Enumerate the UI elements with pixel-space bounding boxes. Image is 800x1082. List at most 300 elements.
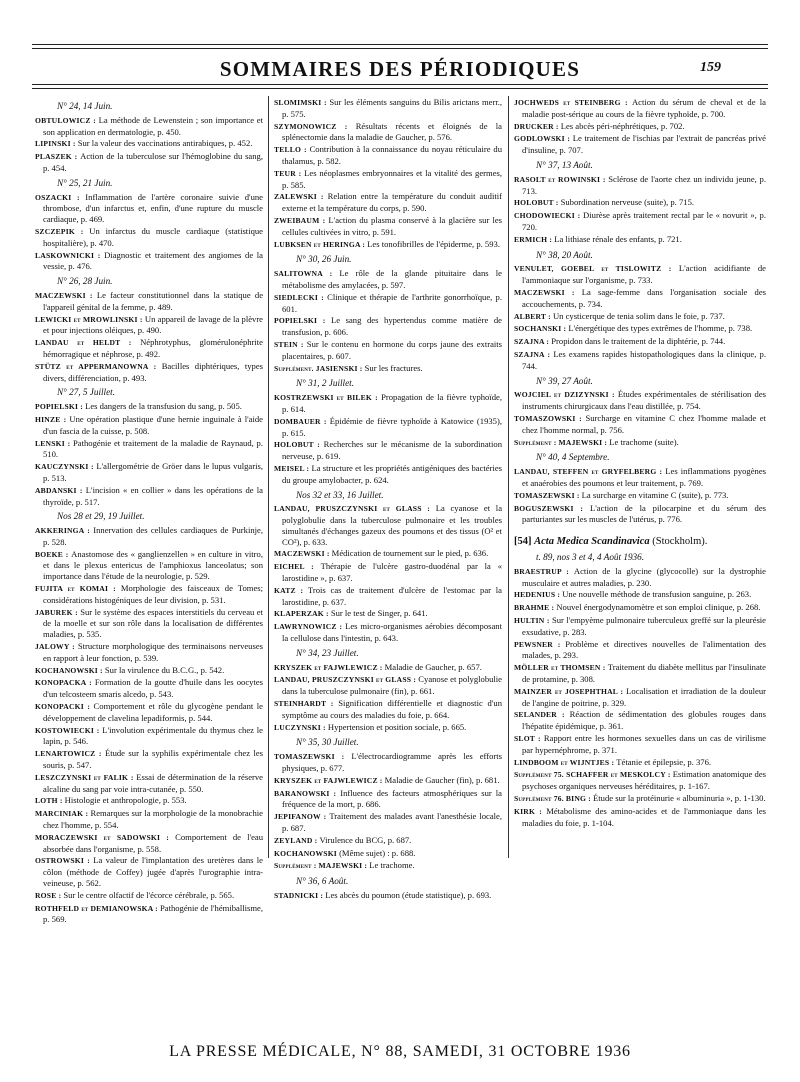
article-entry — [274, 315, 502, 338]
article-author: DOMBAUER : — [274, 416, 330, 426]
article-author: SOCHANSKI : — [514, 324, 569, 334]
article-title: Les dangers de la transfusion du sang, p. 505. — [85, 401, 242, 412]
article-title: Sur la virulence du B.C.G., p. 542. — [104, 664, 225, 675]
article-author: LEWICKI et MROWLINSKI : — [35, 314, 145, 324]
article-entry — [514, 490, 766, 502]
article-author: STADNICKI : — [274, 891, 326, 900]
article-title: L'action du plasma conservé à la glacière sur les cellules cultivées in vitro, p. 591. — [282, 214, 503, 237]
article-entry — [514, 197, 766, 209]
article-author: LIPINSKI : — [35, 139, 78, 149]
article-entry — [274, 698, 502, 721]
article-entry — [35, 855, 263, 888]
article-title: L'action acidifiante de l'ammoniaque sur l'organisme, p. 733. — [522, 263, 766, 286]
page-title: SOMMAIRES DES PÉRIODIQUES — [219, 57, 581, 81]
article-title: Formation de la goutte d'huile dans les oocytes d'un telcosteem smaris alcedo, p. 543. — [43, 677, 263, 700]
article-author: OSZACKI : — [35, 192, 86, 202]
article-entry — [274, 811, 502, 834]
article-title: Propagation de la fièvre typhoïde, p. 614. — [282, 392, 503, 414]
article-title: Nouvel énergodynamomètre et son emploi clinique, p. 268. — [556, 602, 761, 613]
article-entry — [514, 566, 766, 589]
article-title: Métabolisme des amino-acides et de l'ammoniaque dans les maladies du foie, p. 1-104. — [522, 805, 766, 828]
article-title: Traitement du diabète mellitus par l'insulinate de protamine, p. 308. — [522, 662, 766, 685]
article-entry — [514, 503, 766, 526]
article-title: Comportement et rôle du glycogène pendant le développement de clavelina lepadiformis, p. 544. — [43, 701, 263, 723]
article-title: Subordination nerveuse (suite), p. 715. — [560, 197, 695, 208]
article-title: Une nouvelle méthode de transfusion sanguine, p. 263. — [562, 589, 752, 600]
article-title: Études expérimentales de stérilisation des instruments chirurgicaux dans l'eau distillée, p. 754. — [522, 389, 767, 412]
article-entry — [514, 662, 766, 685]
article-author: ALBERT : — [514, 311, 553, 321]
article-author: Supplément : MAJEWSKI : — [274, 861, 370, 871]
article-entry — [274, 191, 502, 214]
article-author: KAUCZYNSKI : — [35, 462, 97, 472]
article-entry — [274, 674, 502, 697]
article-author: EICHEL : — [274, 562, 321, 572]
article-author: HINZE : — [35, 414, 70, 424]
article-entry — [274, 835, 502, 847]
header-rule-top-2 — [32, 48, 768, 49]
article-author: SALITOWNA : — [274, 269, 340, 279]
article-title: Virulence du BCG, p. 687. — [319, 834, 412, 845]
article-entry — [35, 438, 263, 461]
column-1 — [35, 97, 263, 926]
journal-name: Acta Medica Scandinavica — [534, 536, 653, 548]
footer-journal-line: LA PRESSE MÉDICALE, N° 88, SAMEDI, 31 OCTOBRE 1936 — [169, 1043, 631, 1060]
article-entry — [35, 549, 263, 582]
article-author: Supplément : MAJEWSKI : — [514, 437, 610, 447]
article-entry — [514, 589, 766, 601]
article-entry — [514, 263, 766, 286]
article-author: ZALEWSKI : — [274, 192, 328, 202]
article-author: KOSTRZEWSKI et BILEK : — [274, 393, 382, 403]
article-author: KOSTOWIECKI : — [35, 725, 103, 735]
article-title: Les abcès du poumon (étude statistique), p. 693. — [325, 890, 492, 900]
article-title: Sur le centre olfactif de l'écorce cérébrale, p. 565. — [63, 889, 235, 900]
article-author: BRAHME : — [514, 603, 557, 613]
article-entry — [514, 349, 766, 372]
article-title: Recherches sur le mécanisme de la subordination nerveuse, p. 619. — [282, 439, 502, 462]
article-title: Sur le système des espaces interstitiels du cerveau et de la moelle et sur son rôle dans la localisation de différentes maladies, p. 535. — [43, 606, 263, 640]
column-3 — [514, 97, 766, 829]
article-title: La sage-femme dans l'organisation sociale des accouchements, p. 734. — [522, 286, 766, 309]
issue-heading: N° 38, 20 Août. — [536, 249, 593, 260]
article-entry — [35, 701, 263, 724]
article-title: Le trachome (suite). — [609, 436, 679, 447]
article-author: KONOPACKA : — [35, 678, 95, 688]
article-author: ZEYLAND : — [274, 835, 320, 845]
article-title: Les micro-organismes aérobies décomposant la cellulose dans l'intestin, p. 643. — [282, 621, 502, 644]
article-entry — [35, 192, 263, 225]
article-title: Médication de tournement sur le pied, p. 636. — [331, 548, 489, 559]
article-author: LENSKI : — [35, 438, 74, 448]
article-author: SZCZEPIK : — [35, 226, 90, 236]
article-entry — [274, 848, 502, 860]
article-title: Innervation des cellules cardiaques de Purkinje, p. 528. — [43, 525, 264, 547]
article-author: JEPIFANOW : — [274, 812, 330, 822]
article-author: MACZEWSKI : — [35, 290, 97, 300]
article-entry — [35, 677, 263, 700]
article-entry — [35, 832, 263, 855]
article-entry — [274, 662, 502, 674]
article-title: Influence des facteurs atmosphériques sur la fréquence de la mort, p. 686. — [282, 787, 503, 810]
article-title: Le sang des hypertendus comme matière de transfusion, p. 606. — [282, 315, 502, 338]
article-author: POPIELSKI : — [274, 316, 331, 326]
article-author: LANDAU, PRUSZCZYNSKI et GLASS : — [274, 675, 419, 685]
issue-heading: Nos 32 et 33, 16 Juillet. — [296, 489, 384, 500]
article-author: Supplément. JASIENSKI : — [274, 363, 365, 373]
article-entry — [514, 466, 766, 489]
journal-place: (Stockholm). — [652, 536, 708, 548]
article-title: Sur la valeur des vaccinations antirabiques, p. 452. — [77, 138, 253, 149]
article-entry — [35, 808, 263, 831]
article-entry — [35, 748, 263, 771]
article-title: Rapport entre les hormones sexuelles dans un cas de virilisme par hypernéphrome, p. 371. — [522, 733, 766, 755]
article-title: L'allergométrie de Gröer dans le lupus vulgaris, p. 513. — [43, 461, 263, 483]
article-author: KATZ : — [274, 585, 308, 595]
article-title: Les néoplasmes embryonnaires et la vitalité des germes, p. 585. — [282, 167, 503, 190]
article-entry — [35, 890, 263, 902]
article-entry — [514, 769, 766, 792]
article-title: Réaction de sédimentation des globules rouges dans l'hépatite épidémique, p. 361. — [522, 709, 766, 732]
article-entry — [35, 525, 263, 548]
article-title: Le traitement de l'ischias par l'extrait de pancréas privé d'insuline, p. 707. — [522, 133, 766, 156]
article-author: AKKERINGA : — [35, 526, 94, 536]
article-author: KIRK : — [514, 806, 547, 816]
issue-heading: N° 35, 30 Juillet. — [296, 737, 359, 748]
article-title: Tétanie et épilepsie, p. 376. — [616, 756, 712, 767]
article-entry — [514, 602, 766, 614]
article-title: Sclérose de l'aorte chez un individu jeune, p. 713. — [522, 173, 766, 196]
article-title: L'énergétique des types extrêmes de l'homme, p. 738. — [568, 323, 753, 334]
article-entry — [514, 234, 766, 246]
article-author: KRYSZEK et FAJWLEWICZ : — [274, 775, 385, 785]
article-author: LINDBOOM et WIJNTJES : — [514, 757, 617, 767]
article-entry — [514, 413, 766, 436]
article-author: BOEKE : — [35, 549, 72, 559]
issue-heading: N° 31, 2 Juillet. — [296, 378, 355, 389]
article-entry — [514, 793, 766, 805]
article-title: Signification différentielle et diagnostic d'un symptôme au cours des maladies du foie, p. 664. — [282, 698, 502, 720]
article-author: ROSE : — [35, 890, 64, 900]
article-entry — [274, 621, 502, 644]
article-author: HEDENIUS : — [514, 590, 563, 600]
article-author: JALOWY : — [35, 642, 78, 652]
article-entry — [514, 121, 766, 133]
issue-heading: Nos 28 et 29, 19 Juillet. — [57, 511, 145, 522]
article-author: JABUREK : — [35, 607, 81, 617]
article-title: Thérapie de l'ulcère gastro-duodénal par la « larostidine », p. 637. — [282, 561, 502, 584]
article-title: Le rôle de la glande pituitaire dans le métabolisme des amylacées, p. 597. — [282, 268, 502, 290]
article-entry — [35, 725, 263, 748]
article-title: Une opération plastique d'une hernie inguinale à l'aide d'un fascia de la cuisse, p. 508. — [43, 413, 263, 436]
article-title: Résultats récents et éloignés de la splénectomie dans la maladie de Gaucher, p. 576. — [282, 120, 502, 143]
article-entry — [274, 97, 502, 120]
article-title: Sur les fractures. — [364, 362, 423, 373]
article-title: Action de la tuberculose sur l'hémoglobine du sang, p. 454. — [43, 151, 263, 173]
article-entry — [35, 314, 263, 337]
article-title: Étude sur la syphilis expérimentale chez les souris, p. 547. — [43, 748, 264, 771]
article-author: MARCINIAK : — [35, 809, 91, 819]
article-entry — [35, 226, 263, 249]
article-entry — [274, 392, 502, 415]
article-title: L'involution expérimentale du thymus chez le lapin, p. 546. — [43, 724, 263, 747]
article-entry — [274, 144, 502, 167]
article-title: Contribution à la connaissance du noyau réticulaire du thalamus, p. 582. — [282, 144, 503, 166]
journal-number: [54] — [514, 536, 535, 548]
article-author: ZWEIBAUM : — [274, 215, 329, 225]
article-author: SZAJNA : — [514, 337, 552, 347]
article-entry — [514, 133, 766, 156]
article-author: MÖLLER et THOMSEN : — [514, 663, 608, 673]
article-author: BARANOWSKI : — [274, 788, 341, 798]
article-entry — [274, 339, 502, 362]
article-title: Les tonofibrilles de l'épiderme, p. 593. — [367, 238, 500, 249]
article-author: RASOLT et ROWINSKI : — [514, 174, 609, 184]
article-entry — [35, 607, 263, 640]
article-entry — [514, 336, 766, 348]
article-title: Problème et directives nouvelles de l'alimentation des malades, p. 293. — [522, 638, 766, 661]
article-entry — [35, 583, 263, 606]
article-title: La structure et les propriétés antigéniques des bactéries du groupe amylobacter, p. 624. — [282, 462, 502, 485]
article-title: L'incision « en collier » dans les opérations de la thyroïde, p. 517. — [43, 484, 263, 507]
article-author: ROTHFELD et DEMIANOWSKA : — [35, 903, 160, 913]
article-title: Un appareil de lavage de la plèvre et pour injections oléiques, p. 490. — [43, 313, 263, 336]
article-entry — [274, 268, 502, 291]
article-title: Hypertension et position sociale, p. 665. — [327, 721, 467, 732]
article-entry — [274, 439, 502, 462]
article-title: Surcharge en vitamine C chez l'homme malade et chez l'homme normal, p. 756. — [522, 412, 766, 435]
article-author: MACZEWSKI : — [514, 287, 582, 297]
article-author: TOMASZOWSKI : — [514, 413, 586, 423]
article-entry — [514, 97, 766, 120]
article-entry — [274, 561, 502, 584]
article-title: Structure morphologique des terminaisons nerveuses en rapport à leur fonction, p. 539. — [43, 641, 263, 663]
article-entry — [35, 772, 263, 795]
article-entry — [514, 686, 766, 709]
article-author: KRYSZEK et FAJWLEWICZ : — [274, 662, 385, 672]
article-title: La méthode de Lewenstein ; son importance et son application en dermatologie, p. 450. — [43, 114, 263, 137]
article-entry — [35, 641, 263, 664]
issue-heading: N° 30, 26 Juin. — [296, 254, 352, 265]
article-entry — [35, 461, 263, 484]
article-entry — [274, 775, 502, 787]
article-author: MORACZEWSKI et SADOWSKI : — [35, 832, 176, 842]
article-entry — [514, 733, 766, 756]
article-author: HOLOBUT : — [514, 198, 561, 208]
article-title: Les inflammations pyogènes et anaérobies des poumons et leur traitement, p. 769. — [522, 466, 766, 488]
article-author: LANDAU et HELDT : — [35, 338, 141, 348]
article-author: OBTULOWICZ : — [35, 115, 99, 125]
column-divider-2 — [508, 96, 509, 858]
column-2 — [274, 97, 502, 903]
article-author: SZYMONOWICZ : — [274, 121, 356, 131]
article-title: Un infarctus du muscle cardiaque (statistique hospitalière), p. 470. — [43, 225, 263, 248]
article-author: LASKOWNICKI : — [35, 250, 105, 260]
article-author: TOMASZEWSKI : — [514, 490, 582, 500]
article-entry — [514, 757, 766, 769]
article-author: VENULET, GOEBEL et TISLOWITZ : — [514, 264, 679, 274]
article-entry — [35, 115, 263, 138]
article-title: Localisation et irradiation de la douleur de l'angine de poitrine, p. 329. — [522, 685, 766, 708]
article-entry — [274, 416, 502, 439]
article-entry — [274, 121, 502, 144]
article-title: Diurèse après traitement rectal par le « novurit », p. 720. — [522, 210, 767, 232]
article-entry — [514, 174, 766, 197]
article-title: Histologie et anthropologie, p. 553. — [64, 795, 187, 806]
article-entry — [35, 795, 263, 807]
article-author: TELLO : — [274, 145, 310, 155]
article-title: Remarques sur la morphologie de la monobrachie chez l'homme, p. 554. — [43, 808, 263, 831]
article-title: Anastomose des « ganglienzellen » en culture in vitro, et dans le plexus entericus de l'amphioxus lanceolatus; son importance dans l'étude de la neurologie, p. 529. — [43, 548, 263, 582]
article-author: KONOPACKI : — [35, 702, 94, 712]
article-author: SLOT : — [514, 734, 544, 744]
article-entry — [274, 463, 502, 486]
article-author: MAINZER et JOSEPHTHAL : — [514, 686, 627, 696]
article-author: LOTH : — [35, 796, 65, 806]
article-entry — [274, 722, 502, 734]
issue-heading: N° 39, 27 Août. — [536, 375, 593, 386]
article-entry — [35, 138, 263, 150]
article-entry — [274, 788, 502, 811]
header-rule-top — [32, 44, 768, 45]
article-entry — [514, 311, 766, 323]
article-title: Étude sur la protéinurie « albuminuria », p. 1-130. — [593, 793, 766, 804]
page-number: 159 — [700, 60, 721, 75]
article-entry — [35, 361, 263, 384]
issue-heading: N° 36, 6 Août. — [296, 876, 349, 887]
article-author: CHODOWIECKI : — [514, 211, 584, 221]
article-title: (Même sujet) : p. 688. — [339, 847, 416, 858]
article-author: TEUR : — [274, 168, 305, 178]
article-author: JOCHWEDS et STEINBERG : — [514, 98, 632, 107]
article-entry — [35, 665, 263, 677]
article-title: Relation entre la température du conduit auditif externe et la température du corps, p. 590. — [282, 191, 502, 214]
article-title: Morphologie des faisceaux de Tomes; considérations histogéniques de leur division, p. 531. — [43, 583, 263, 605]
article-entry — [514, 323, 766, 335]
article-entry — [35, 485, 263, 508]
article-title: Action de la glycine (glycocolle) sur la dystrophie musculaire et autres maladies, p. 230. — [522, 565, 766, 588]
issue-heading: N° 40, 4 Septembre. — [536, 452, 610, 463]
article-title: Maladie de Gaucher, p. 657. — [384, 661, 482, 672]
article-title: Clinique et thérapie de l'arthrite gonorrhoïque, p. 601. — [282, 291, 502, 314]
article-author: LUBKSEN et HERINGA : — [274, 239, 368, 249]
article-title: Inflammation de l'artère coronaire suivie d'une thrombose, d'un infarctus et, enfin, d'une rupture du muscle cardiaque, p. 469. — [43, 191, 263, 225]
article-entry — [274, 239, 502, 251]
article-author: LENARTOWICZ : — [35, 749, 105, 759]
article-title: Traitement des malades avant l'anesthésie locale, p. 687. — [282, 811, 502, 834]
article-title: Sur le contenu en hormone du corps jaune des extraits placentaires, p. 607. — [282, 338, 502, 361]
article-author: Supplément 76. BING : — [514, 794, 594, 804]
article-author: SLOMIMSKI : — [274, 98, 330, 107]
article-title: Le facteur constitutionnel dans la statique de l'appareil génital de la femme, p. 489. — [43, 289, 264, 312]
issue-heading: N° 26, 28 Juin. — [57, 276, 113, 287]
article-title: Néphrotyphus, glomérulonéphrite hémorragique et néphrose, p. 492. — [43, 337, 263, 359]
article-title: Sur les éléments sanguins du Bilis arictans merr., p. 575. — [282, 97, 503, 119]
article-author: ERMICH : — [514, 234, 555, 244]
article-author: STEINHARDT : — [274, 699, 339, 709]
article-title: La valeur de l'implantation des uretères dans le côlon (méthode de Coffey) jugée d'après l'urographie intra-veineuse, p. 562. — [43, 855, 263, 888]
article-title: Épidémie de fièvre typhoïde à Katowice (1935), p. 615. — [282, 415, 502, 438]
article-author: TOMASZEWSKI : — [274, 752, 352, 762]
article-entry — [274, 168, 502, 191]
article-entry — [35, 401, 263, 413]
column-divider-1 — [268, 96, 269, 858]
article-author: STÜTZ et APPERMANOWNA : — [35, 361, 162, 371]
article-author: OSTROWSKI : — [35, 856, 94, 866]
article-title: La cyanose et la polyglobulie dans la tuberculose pulmonaire et les troubles simultanés d'échanges gazeux des poumons et des tissus (O² et CO²), p. 633. — [282, 503, 503, 547]
article-author: WOJCIEL et DZIZYNSKI : — [514, 390, 618, 400]
article-title: Les examens rapides histopathologiques dans la clinique, p. 744. — [522, 348, 766, 371]
article-author: SIEDLECKI : — [274, 292, 328, 302]
article-title: Sur le test de Singer, p. 641. — [330, 608, 428, 619]
article-author: LUCZYNSKI : — [274, 722, 328, 732]
article-author: KOCHANOWSKI — [274, 848, 340, 858]
article-entry — [274, 548, 502, 560]
article-title: L'électrocardiogramme après les efforts physiques, p. 677. — [282, 751, 502, 774]
article-author: LANDAU, PRUSZCZYNSKI et GLASS : — [274, 504, 436, 514]
article-entry — [514, 615, 766, 638]
article-title: Diagnostic et traitement des angiomes de la vessie, p. 476. — [43, 249, 263, 272]
article-title: Les abcès péri-néphrétiques, p. 702. — [560, 120, 685, 131]
article-author: POPIELSKI : — [35, 402, 86, 412]
article-author: HOLOBUT : — [274, 440, 324, 450]
article-title: Essai de détermination de la réserve alcaline du sang par voie intra-cutanée, p. 550. — [43, 771, 263, 794]
article-title: La lithiase rénale des enfants, p. 721. — [554, 233, 682, 244]
article-title: Comportement de l'eau absorbée dans l'organisme, p. 558. — [43, 831, 264, 854]
article-entry — [35, 903, 263, 926]
article-title: Pathogénie de l'hémiballisme, p. 569. — [43, 902, 263, 925]
article-author: Supplément 75. SCHAFFER et MESKOLCY : — [514, 770, 673, 780]
article-author: PLASZEK : — [35, 152, 81, 162]
article-entry — [274, 292, 502, 315]
article-author: SZAJNA : — [514, 349, 554, 359]
article-entry — [35, 337, 263, 360]
article-entry — [514, 639, 766, 662]
article-title: Estimation anatomique des psychoses organiques nerveuses héréditaires, p. 1-167. — [522, 769, 766, 792]
article-title: La surcharge en vitamine C (suite), p. 773. — [581, 489, 729, 500]
article-title: Action du sérum de cheval et de la maladie post-sérique au cours de la fièvre typhoïde, p. 700. — [522, 97, 766, 119]
article-author: SELANDER : — [514, 710, 570, 720]
issue-heading: t. 89, nos 3 et 4, 4 Août 1936. — [536, 552, 645, 563]
article-entry — [274, 503, 502, 547]
article-author: BOGUSZEWSKI : — [514, 503, 590, 513]
issue-heading: N° 24, 14 Juin. — [57, 101, 113, 111]
article-author: PEWSNER : — [514, 639, 566, 649]
article-author: STEIN : — [274, 339, 307, 349]
article-title: Bacilles diphtériques, types divers, différenciation, p. 493. — [43, 360, 263, 383]
article-title: Propidon dans le traitement de la diphtérie, p. 744. — [551, 336, 726, 347]
article-entry — [514, 437, 766, 449]
article-author: BRAESTRUP : — [514, 566, 574, 576]
article-author: GODLOWSKI : — [514, 134, 573, 144]
article-author: MEISEL : — [274, 463, 312, 473]
article-author: LANDAU, STEFFEN et GRYFELBERG : — [514, 467, 666, 477]
article-entry — [274, 751, 502, 774]
article-author: KLAPERZAK : — [274, 609, 331, 619]
article-entry — [35, 290, 263, 313]
issue-heading: N° 34, 23 Juillet. — [296, 647, 359, 658]
article-entry — [35, 414, 263, 437]
article-entry — [35, 250, 263, 273]
article-entry — [274, 608, 502, 620]
article-author: KOCHANOWSKI : — [35, 665, 105, 675]
article-title: Trois cas de traitement d'ulcère de l'estomac par la larostidine, p. 637. — [282, 584, 502, 607]
header-rule-bottom — [32, 84, 768, 85]
article-title: Maladie de Gaucher (fin), p. 681. — [384, 774, 500, 785]
article-entry — [514, 287, 766, 310]
article-title: Un cysticerque de tenia solim dans le foie, p. 737. — [552, 310, 725, 321]
article-title: L'action de la pilocarpine et du sérum des parturiantes sur les muscles de l'utérus, p. 776. — [522, 502, 766, 525]
